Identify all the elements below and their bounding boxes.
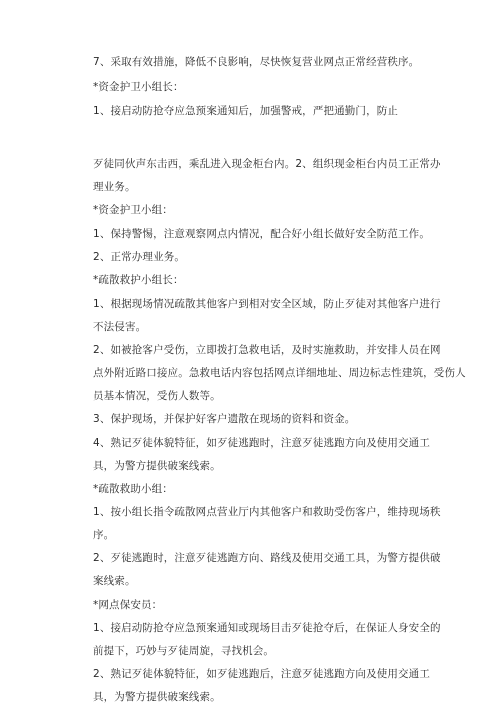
text-line: 2、熟记歹徒体貌特征，如歹徒逃跑后，注意歹徒逃跑方向及使用交通工 bbox=[93, 668, 430, 680]
section-heading: *资金护卫小组： bbox=[93, 204, 173, 216]
text-line: 7、采取有效措施，降低不良影响，尽快恢复营业网点正常经营秩序。 bbox=[93, 56, 420, 68]
section-heading: *疏散救护小组长： bbox=[93, 274, 184, 286]
section-heading: *网点保安员： bbox=[93, 599, 163, 611]
text-line: 理业务。 bbox=[93, 181, 136, 193]
text-line: 1、按小组长指令疏散网点营业厅内其他客户和救助受伤客户，维持现场秩 bbox=[93, 506, 441, 518]
section-heading: *资金护卫小组长： bbox=[93, 81, 184, 93]
text-line: 点外附近路口接应。急救电话内容包括网点详细地址、周边标志性建筑，受伤人 bbox=[93, 367, 466, 379]
text-line: 前提下，巧妙与歹徒周旋，寻找机会。 bbox=[93, 645, 275, 657]
text-line: 1、接启动防抢夺应急预案通知后，加强警戒，严把通勤门，防止 bbox=[93, 105, 399, 117]
text-line: 3、保护现场，并保护好客户遗散在现场的资料和资金。 bbox=[93, 413, 356, 425]
text-line: 1、接启动防抢夺应急预案通知或现场目击歹徒抢夺后，在保证人身安全的 bbox=[93, 622, 441, 634]
text-line: 序。 bbox=[93, 529, 115, 541]
text-line: 2、如被抢客户受伤，立即拨打急救电话，及时实施救助，并安排人员在网 bbox=[93, 344, 441, 356]
text-line: 具，为警方提供破案线索。 bbox=[93, 691, 221, 703]
text-line: 2、正常办理业务。 bbox=[93, 251, 186, 263]
text-line: 4、熟记歹徒体貌特征，如歹徒逃跑时，注意歹徒逃跑方向及使用交通工 bbox=[93, 437, 430, 449]
text-line: 案线索。 bbox=[93, 575, 136, 587]
text-line: 员基本情况，受伤人数等。 bbox=[93, 390, 221, 402]
text-line: 歹徒同伙声东击西，乘乱进入现金柜台内。2、组织现金柜台内员工正常办 bbox=[93, 158, 441, 170]
text-line: 不法侵害。 bbox=[93, 321, 147, 333]
text-line: 1、保持警惕，注意观察网点内情况，配合好小组长做好安全防范工作。 bbox=[93, 228, 430, 240]
section-heading: *疏散救助小组： bbox=[93, 483, 173, 495]
text-line: 具，为警方提供破案线索。 bbox=[93, 460, 221, 472]
text-line: 2、歹徒逃跑时，注意歹徒逃跑方向、路线及使用交通工具，为警方提供破 bbox=[93, 552, 441, 564]
text-line: 1、根据现场情况疏散其他客户到相对安全区域，防止歹徒对其他客户进行 bbox=[93, 298, 441, 310]
